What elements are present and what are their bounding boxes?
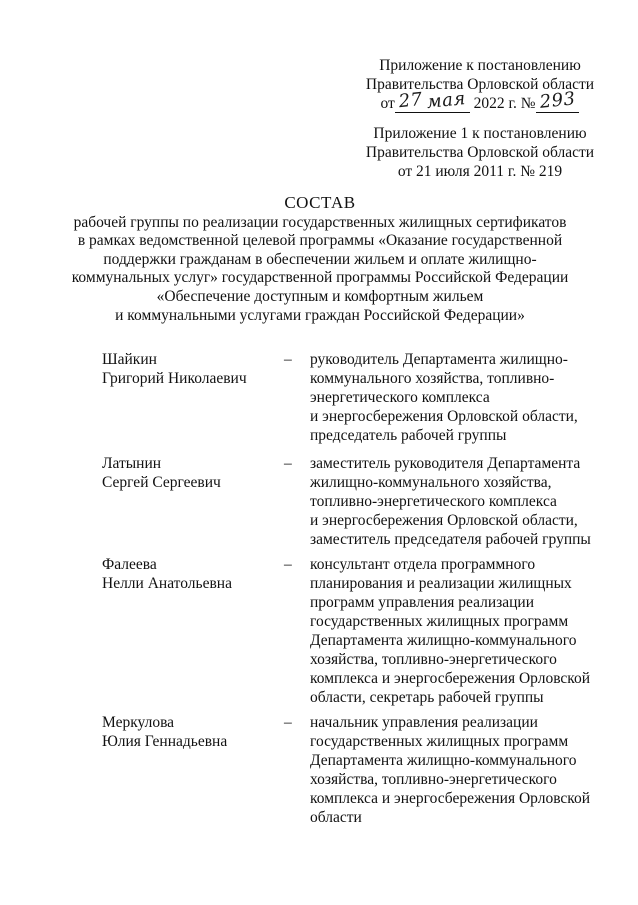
member-given-name: Юлия Геннадьевна [102, 733, 228, 750]
annex-main-block [360, 56, 600, 113]
handwritten-month: мая [425, 88, 467, 113]
title-line: поддержки гражданам в обеспечении жильем и оплате жилищно- [103, 250, 537, 268]
member-role [310, 350, 600, 445]
member-given-name: Сергей Сергеевич [102, 474, 221, 491]
annex-main-line1: Приложение к постановлению [379, 57, 581, 74]
document-heading: СОСТАВ [284, 193, 356, 212]
date-year-number-label: 2022 г. № [473, 95, 536, 112]
role-line: руководитель Департамента жилищно- [310, 351, 568, 368]
handwritten-number-blank [536, 88, 580, 113]
role-line: топливно-энергетического комплекса [310, 493, 557, 510]
role-line: области [310, 809, 362, 826]
member-role [310, 454, 600, 549]
title-line: и коммунальными услугами граждан Российской Федерации» [115, 306, 525, 324]
role-line: программ управления реализации [310, 594, 535, 611]
annex-main-date-line [360, 88, 600, 113]
role-line: государственных жилищных программ [310, 613, 569, 630]
role-line: заместитель руководителя Департамента [310, 455, 581, 472]
member-dash: – [284, 556, 292, 573]
member-dash: – [284, 455, 292, 472]
annex-main-line2: Правительства Орловской области [365, 76, 595, 93]
member-given-name: Нелли Анатольевна [102, 575, 232, 592]
member-given-name: Григорий Николаевич [102, 370, 247, 387]
member-role [310, 713, 600, 827]
handwritten-day: 27 [397, 88, 424, 113]
role-line: начальник управления реализации [310, 714, 538, 731]
annex-1-line1: Приложение 1 к постановлению [373, 125, 587, 142]
member-surname: Меркулова [102, 714, 175, 731]
role-line: и энергосбережения Орловской области, [310, 512, 578, 529]
role-line: и энергосбережения Орловской области, [310, 408, 578, 425]
member-name [102, 713, 282, 751]
member-surname: Шайкин [102, 351, 157, 368]
member-name [102, 555, 282, 593]
title-line: в рамках ведомственной целевой программы «Оказание государственной [77, 232, 563, 250]
role-line: коммунального хозяйства, топливно- [310, 370, 555, 387]
role-line: жилищно-коммунального хозяйства, [310, 474, 552, 491]
title-line: рабочей группы по реализации государственных жилищных сертификатов [73, 213, 567, 231]
member-surname: Латынин [102, 455, 162, 472]
role-line: области, секретарь рабочей группы [310, 689, 544, 706]
document-title-block [60, 194, 580, 325]
role-line: комплекса и энергосбережения Орловской [310, 790, 591, 807]
role-line: хозяйства, топливно-энергетического [310, 651, 557, 668]
date-from-prefix: от [380, 95, 395, 112]
role-line: государственных жилищных программ [310, 733, 569, 750]
member-role [310, 555, 600, 707]
role-line: председатель рабочей группы [310, 427, 507, 444]
role-line: консультант отдела программного [310, 556, 536, 573]
role-line: Департамента жилищно-коммунального [310, 632, 577, 649]
role-line: комплекса и энергосбережения Орловской [310, 670, 591, 687]
title-line: коммунальных услуг» государственной программы Российской Федерации [71, 269, 569, 287]
member-name [102, 454, 282, 492]
annex-1-line2: Правительства Орловской области [365, 144, 595, 161]
member-dash: – [284, 714, 292, 731]
title-line: «Обеспечение доступным и комфортным жильем [156, 287, 484, 305]
member-surname: Фалеева [102, 556, 157, 573]
annex-1-block [360, 124, 600, 181]
member-dash: – [284, 351, 292, 368]
role-line: Департамента жилищно-коммунального [310, 752, 577, 769]
role-line: планирования и реализации жилищных [310, 575, 572, 592]
role-line: энергетического комплекса [310, 389, 490, 406]
handwritten-number: 293 [538, 88, 577, 113]
handwritten-date-blank [395, 88, 470, 113]
role-line: хозяйства, топливно-энергетического [310, 771, 557, 788]
role-line: заместитель председателя рабочей группы [310, 531, 591, 548]
annex-1-line3: от 21 июля 2011 г. № 219 [397, 163, 563, 180]
member-name [102, 350, 282, 388]
